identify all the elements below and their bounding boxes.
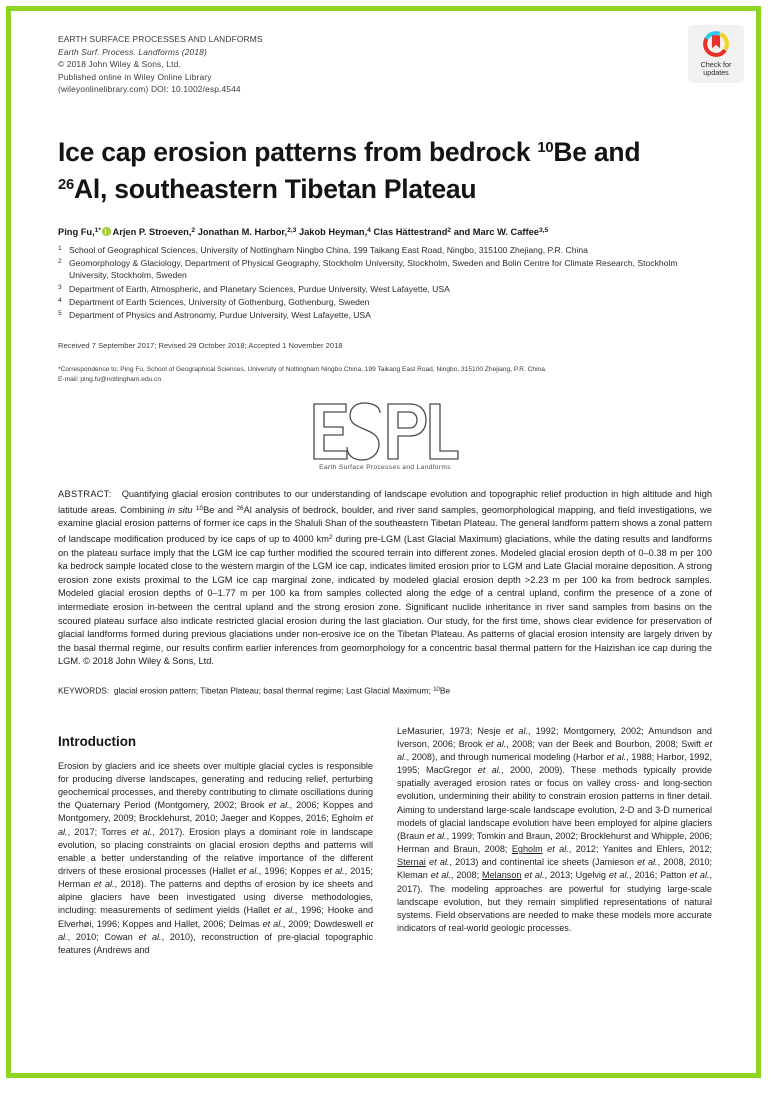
abstract-label: ABSTRACT: (58, 489, 112, 500)
espl-wordmark-icon (310, 400, 460, 463)
intro-right-i8: et al. (429, 857, 450, 868)
intro-right-i3: et al. (397, 738, 712, 762)
intro-right-i1: et al. (505, 725, 529, 736)
correspondence-note (58, 365, 712, 384)
abstract-sup-km2: 2 (329, 534, 333, 542)
intro-right-t1: LeMasurier, 1973; Nesje (397, 725, 506, 736)
intro-right-t13: , 2008; (450, 870, 483, 881)
received-dates: Received 7 September 2017; Revised 29 October 2018; Accepted 1 November 2018 (58, 341, 343, 351)
intro-right-t12: , 2008, 2010; Kleman (397, 857, 713, 881)
affiliation-item (58, 282, 712, 295)
abstract-sup-26: 26 (236, 504, 244, 512)
title-line1-pre: Ice cap erosion patterns from bedrock (58, 137, 538, 168)
author-jonathan-harbor[interactable]: Jonathan M. Harbor,$^{2,3}$ (195, 226, 297, 237)
intro-left-i3: et al. (130, 826, 153, 837)
intro-left-i7: et al. (273, 905, 295, 916)
intro-right-i12: et al. (608, 870, 630, 881)
column-left (58, 723, 373, 957)
intro-left-t6: , 2015; Herman (58, 865, 373, 890)
affiliation-text: School of Geographical Sciences, University of Nottingham Ningbo China, 199 Taikang East Road, Ningbo, 315100 Zhejiang, P.R. China (69, 244, 588, 255)
intro-left-i8: et al. (262, 918, 283, 929)
intro-left-t3: , 2017; Torres (67, 826, 131, 837)
intro-right-t7: , 1999; Tomkin and Braun, 2002; Brocklehurst and Whipple, 2006; Herman and Braun, 2008; (397, 830, 713, 855)
affiliation-number: 2 (58, 258, 62, 266)
intro-left-t9: , 2009; Dowdeswell (282, 918, 366, 929)
crossmark-label-line1: Check for (700, 60, 732, 69)
keywords (58, 684, 712, 697)
crossmark-label-line2: updates (703, 68, 729, 78)
keywords-text: glacial erosion pattern; Tibetan Plateau; basal thermal regime; Last Glacial Maximum; (113, 685, 434, 696)
abstract-text-1: Quantifying glacial erosion contributes to our understanding of landscape evolution and topographic relief production in high altitude and high latitude areas. Combining (58, 489, 712, 515)
author-jakob-heyman[interactable]: Jakob Heyman,$^4$ (296, 226, 371, 237)
crossmark-label (701, 61, 732, 78)
author-marc-caffee[interactable]: and Marc W. Caffee$^{3,5}$ (451, 226, 549, 237)
abstract-in-situ: in situ (167, 504, 193, 515)
intro-right-i10: et al. (430, 870, 451, 881)
intro-right-i7: et al. (547, 844, 569, 855)
title-line1-post: Be and (553, 137, 641, 168)
intro-right-t17: , 2017). The modeling approaches are powerful for studying large-scale landscape evolution, but they remain simplified representations of natural systems. Field observations are needed to make these models more accurate indicators of real-world geologic processes. (397, 870, 713, 933)
section-heading-introduction: Introduction (58, 733, 137, 749)
keywords-sup-10: 10 (433, 686, 440, 693)
abstract-text-4: during pre-LGM (Last Glacial Maximum) glaciations, while the dating results and landforms on the plateau surface imply that the LGM ice cap further modified the scoured terrain into different zones. Modeled glacial erosion depth of 0–0.38 m per 100 ka bedrock sample located close to the western margin of the LGM ice cap, indicates limited erosion prior to LGM and Late Glacial moraine deposition. A strong erosion zone exists proximal to the LGM ice cap marginal zone, indicated by modeled glacial erosion depth >2.23 m per 100 ka from bedrock samples. Modeled glacial erosion depths of 0–1.77 m per 100 ka from samples collected along the edge of a central upland, confirm the presence of a zone of intermediate erosion in-between the central upland and the strong erosion zone. Significant nuclide inheritance in river sand samples from basins on the scoured plateau surface also indicate restricted glacial erosion during the last glaciation. Our study, for the first time, shows clear evidence for preservation of glacial landforms formed during previous glaciations under non-erosive ice on the Tibetan Plateau. As patterns of glacial erosion intensity are largely driven by the basal thermal regime, our results confirm earlier inferences from geomorphology for a concentric basal thermal pattern for the Haizishan ice cap during the LGM. © 2018 John Wiley & Sons, Ltd. (58, 533, 712, 667)
citation-link-melanson[interactable]: Melanson (482, 870, 522, 881)
column-right (397, 723, 712, 957)
affiliation-number: 1 (58, 244, 62, 252)
doi-line: (wileyonlinelibrary.com) DOI: 10.1002/esp.4544 (58, 84, 241, 95)
intro-right-i6: et al. (426, 830, 447, 841)
intro-right-t11: , 2013) and continental ice sheets (Jamieson (449, 857, 638, 868)
intro-left-i5: et al. (324, 865, 345, 876)
affiliation-item (58, 295, 712, 308)
intro-right-t3: , 2008; van der Beek and Bourbon, 2008; Swift (506, 738, 705, 749)
abstract-sup-10: 10 (195, 504, 204, 512)
published-online-line: Published online in Wiley Online Library (58, 71, 212, 82)
affiliation-text: Department of Physics and Astronomy, Purdue University, West Lafayette, USA (69, 309, 371, 320)
intro-left-t2: , 2006; Koppes and Montgomery, 2009; Brocklehurst, 2010; Jaeger and Koppes, 2016; Egholm (58, 800, 373, 824)
intro-right-t6: , 2000, 2009). These methods typically provide spatially averaged erosion rates or focus on valley cross- and long-section evolution, undermining their ability to constrain erosion patterns in finer detail. Aiming to understand large-scale landscape evolution, 2-D and 3-D numerical models of glacial landscape evolution have been employed for alpine glaciers (Braun (397, 765, 712, 841)
intro-left-i4: et al. (238, 865, 259, 876)
abstract-text-3: Al analysis of bedrock, boulder, and river sand samples, geomorphological mapping, and field investigations, we examine glacial erosion patterns of former ice caps in the Shaluli Shan of the southeastern Tibetan Plateau. The general landform pattern shows a zonal pattern of landscape modification produced by ice caps of up to 4000 km (58, 504, 713, 544)
affiliation-item (58, 308, 712, 321)
crossmark-ring-icon (701, 29, 731, 59)
page-frame (6, 6, 761, 1078)
intro-right-i2: et al. (485, 738, 507, 749)
affiliation-text: Geomorphology & Glaciology, Department of Physical Geography, Stockholm University, Stockholm, Sweden and Bolin Centre for Climate Research, Stockholm University, Stockholm, Sweden (69, 258, 678, 281)
intro-paragraph-right (397, 725, 712, 936)
keywords-label: KEYWORDS: (58, 685, 110, 696)
affiliation-text: Department of Earth, Atmospheric, and Planetary Sciences, Purdue University, West Lafayette, USA (69, 283, 450, 294)
intro-left-t8: , 1996; Hooke and Elverhøi, 1996; Koppes and Hallet, 2006; Delmas (58, 905, 374, 929)
intro-left-i2: et al. (58, 813, 373, 837)
affiliation-text: Department of Earth Sciences, University of Gothenburg, Gothenburg, Sweden (69, 296, 370, 307)
affiliation-item (58, 256, 712, 281)
intro-right-t2: , 1992; Montgomery, 2002; Amundson and Iverson, 2006; Brook (397, 725, 712, 749)
author-clas-hattestrand[interactable]: Clas Hättestrand$^2$ (370, 226, 452, 237)
keywords-text-end: Be (439, 685, 451, 696)
affiliation-item (58, 243, 712, 256)
correspondence-email[interactable]: E-mail: ping.fu@nottingham.edu.cn (58, 375, 162, 383)
journal-logo-subtitle: Earth Surface Processes and Landforms (319, 464, 451, 472)
citation-link-egholm[interactable]: Egholm (511, 844, 543, 855)
author-ping-fu[interactable]: Ping Fu,$^{1*}$ (58, 226, 101, 237)
orcid-icon[interactable] (102, 227, 111, 236)
title-line2-post: Al, southeastern Tibetan Plateau (74, 174, 477, 205)
abstract (58, 488, 712, 669)
copyright-line: © 2018 John Wiley & Sons, Ltd. (58, 59, 181, 70)
journal-header (58, 33, 712, 96)
title-sup-10: 10 (537, 139, 554, 156)
intro-left-i10: et al. (138, 931, 162, 942)
intro-right-t5: , 1988; Harbor, 1992, 1995; MacGregor (397, 751, 712, 776)
journal-name: EARTH SURFACE PROCESSES AND LANDFORMS (58, 34, 263, 44)
intro-right-i4: et al. (606, 751, 627, 762)
crossmark-badge[interactable] (688, 25, 744, 83)
intro-left-i6: et al. (93, 879, 115, 890)
page-content (11, 11, 756, 1073)
intro-left-t4: , 2017). Erosion plays a dominant role in landscape evolution, so placing constraints on glacial erosion depths and patterns will enable a better understanding of the relative importance of the different drivers of these erosional processes (Hallet (58, 826, 373, 876)
author-arjen-stroeven[interactable]: Arjen P. Stroeven,$^2$ (112, 226, 196, 237)
affiliation-number: 4 (58, 296, 62, 304)
abstract-text-2: Be and (203, 504, 237, 515)
journal-citation: Earth Surf. Process. Landforms (2018) (58, 46, 207, 57)
intro-left-t7: , 2018). The patterns and depths of erosion by ice sheets and alpine glaciers have been investigated using diverse methodologies, including: measurements of sediment yields (Hallet (58, 879, 373, 916)
affiliation-number: 5 (58, 309, 62, 317)
intro-right-t15: , 2013; Ugelvig (544, 870, 609, 881)
citation-link-sternai[interactable]: Sternai (397, 857, 426, 868)
intro-paragraph-left (58, 760, 373, 957)
intro-right-t4: , 2008), and through numerical modeling (Harbor (406, 751, 607, 762)
intro-left-t11: , 2010), reconstruction of pre-glacial topographic features (Andrews and (58, 931, 374, 955)
intro-right-t9: , 2012; Yanites and Ehlers, 2012; (568, 844, 713, 855)
journal-logo (58, 400, 712, 471)
author-list (58, 224, 712, 239)
title-sup-26: 26 (58, 177, 74, 194)
page-title (58, 132, 712, 206)
intro-left-t1: Erosion by glaciers and ice sheets over multiple glacial cycles is responsible for producing diverse landscapes, generating and reducing relief, perturbing geochemical processes, and thereby contributing to climate oscillations during the Quaternary Period (Montgomery, 2002; Brook (58, 760, 373, 811)
intro-left-i9: et al. (58, 918, 373, 942)
affiliation-list (58, 243, 712, 321)
intro-right-i9: et al. (637, 857, 658, 868)
body-columns (58, 723, 712, 957)
intro-left-t5: , 1996; Koppes (258, 865, 325, 876)
intro-right-t16: , 2016; Patton (629, 870, 690, 881)
affiliation-number: 3 (58, 283, 62, 291)
intro-right-i11: et al. (524, 870, 545, 881)
intro-right-i5: et al. (477, 765, 502, 776)
intro-right-i13: et al. (689, 870, 710, 881)
intro-left-t10: , 2010; Cowan (67, 931, 139, 942)
correspondence-address: *Correspondence to: Ping Fu, School of Geographical Sciences, University of Nottingham Ningbo China, 199 Taikang East Road, Ningbo, 315100 Zhejiang, P.R. China. (58, 366, 547, 374)
intro-left-i1: et al. (268, 800, 290, 811)
